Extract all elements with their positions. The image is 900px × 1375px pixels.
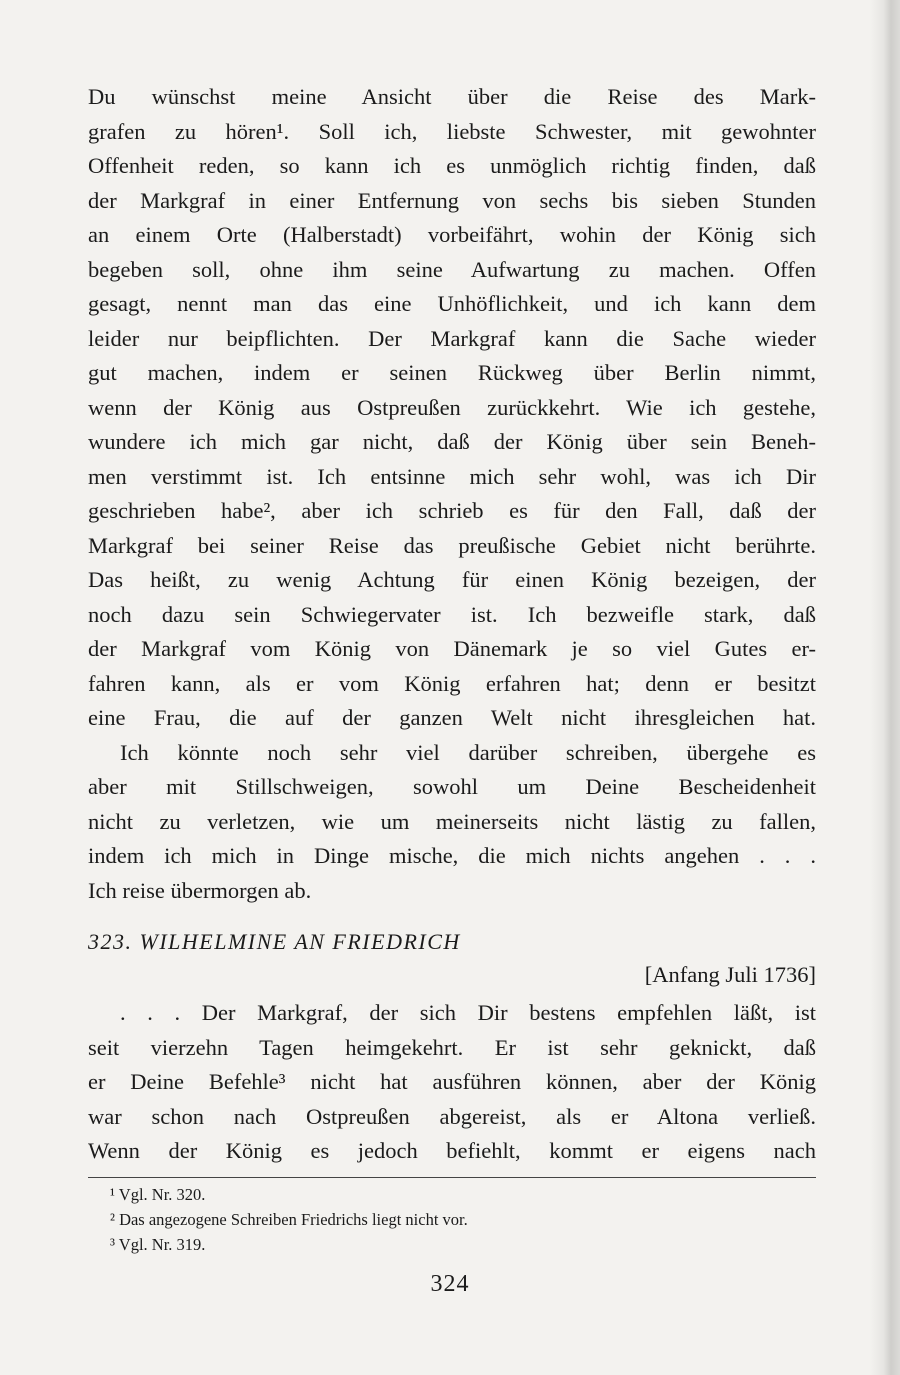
text-line: gut machen, indem er seinen Rückweg über Berlin nimmt, (88, 360, 816, 385)
text-line: der Markgraf vom König von Dänemark je so viel Gutes er- (88, 636, 816, 661)
text-line: Wenn der König es jedoch befiehlt, kommt er eigens nach (88, 1138, 816, 1163)
text-line: indem ich mich in Dinge mische, die mich nichts angehen . . . (88, 843, 816, 868)
text-line: eine Frau, die auf der ganzen Welt nicht ihresgleichen hat. (88, 705, 816, 730)
text-line: wenn der König aus Ostpreußen zurückkehrt. Wie ich gestehe, (88, 394, 816, 420)
text-line: war schon nach Ostpreußen abgereist, als er Altona verließ. (88, 1103, 816, 1129)
text-line: an einem Orte (Halberstadt) vorbeifährt, wohin der König sich (88, 222, 816, 247)
text-line: aber mit Stillschweigen, sowohl um Deine Bescheidenheit (88, 774, 816, 799)
footnote-1: ¹ Vgl. Nr. 320. (110, 1185, 206, 1204)
letter-date: [Anfang Juli 1736] (644, 962, 816, 987)
footnote-2: ² Das angezogene Schreiben Friedrichs liegt nicht vor. (110, 1210, 468, 1229)
text-line: fahren kann, als er vom König erfahren hat; denn er besitzt (88, 670, 816, 696)
footnote-divider (88, 1177, 816, 1178)
letter-heading: 323. WILHELMINE AN FRIEDRICH (88, 929, 461, 954)
page-number: 324 (430, 1271, 470, 1297)
text-line: seit vierzehn Tagen heimgekehrt. Er ist sehr geknickt, daß (88, 1034, 816, 1060)
paragraph-1 (88, 80, 816, 908)
text-line: Markgraf bei seiner Reise das preußische Gebiet nicht berührte. (88, 532, 816, 558)
text-line: Offenheit reden, so kann ich es unmöglich richtig finden, daß (88, 153, 816, 178)
text-line: grafen zu hören¹. Soll ich, liebste Schwester, mit gewohnter (88, 118, 816, 144)
text-line: begeben soll, ohne ihm seine Aufwartung zu machen. Offen (88, 256, 816, 282)
footnotes (110, 1182, 468, 1257)
text-line: Ich reise übermorgen ab. (88, 877, 312, 903)
text-line: Du wünschst meine Ansicht über die Reise des Mark- (88, 84, 816, 109)
text-line: men verstimmt ist. Ich entsinne mich sehr wohl, was ich Dir (88, 463, 816, 489)
paragraph-3 (88, 996, 816, 1169)
footnote-3: ³ Vgl. Nr. 319. (110, 1235, 206, 1254)
text-line: Ich könnte noch sehr viel darüber schreiben, übergehe es (120, 739, 816, 765)
page-edge-shadow (870, 0, 900, 1375)
text-line: leider nur beipflichten. Der Markgraf kann die Sache wieder (88, 325, 816, 351)
text-line: Das heißt, zu wenig Achtung für einen König bezeigen, der (88, 567, 816, 592)
text-line: der Markgraf in einer Entfernung von sechs bis sieben Stunden (88, 187, 816, 213)
text-line: geschrieben habe², aber ich schrieb es für den Fall, daß der (88, 498, 816, 523)
text-line: er Deine Befehle³ nicht hat ausführen können, aber der König (88, 1069, 816, 1094)
text-line: nicht zu verletzen, wie um meinerseits nicht lästig zu fallen, (88, 808, 816, 834)
text-line: wundere ich mich gar nicht, daß der König über sein Beneh- (88, 429, 816, 454)
text-line: gesagt, nennt man das eine Unhöflichkeit, und ich kann dem (88, 291, 816, 316)
text-line: . . . Der Markgraf, der sich Dir bestens empfehlen läßt, ist (120, 1000, 816, 1025)
text-line: noch dazu sein Schwiegervater ist. Ich bezweifle stark, daß (88, 601, 816, 627)
